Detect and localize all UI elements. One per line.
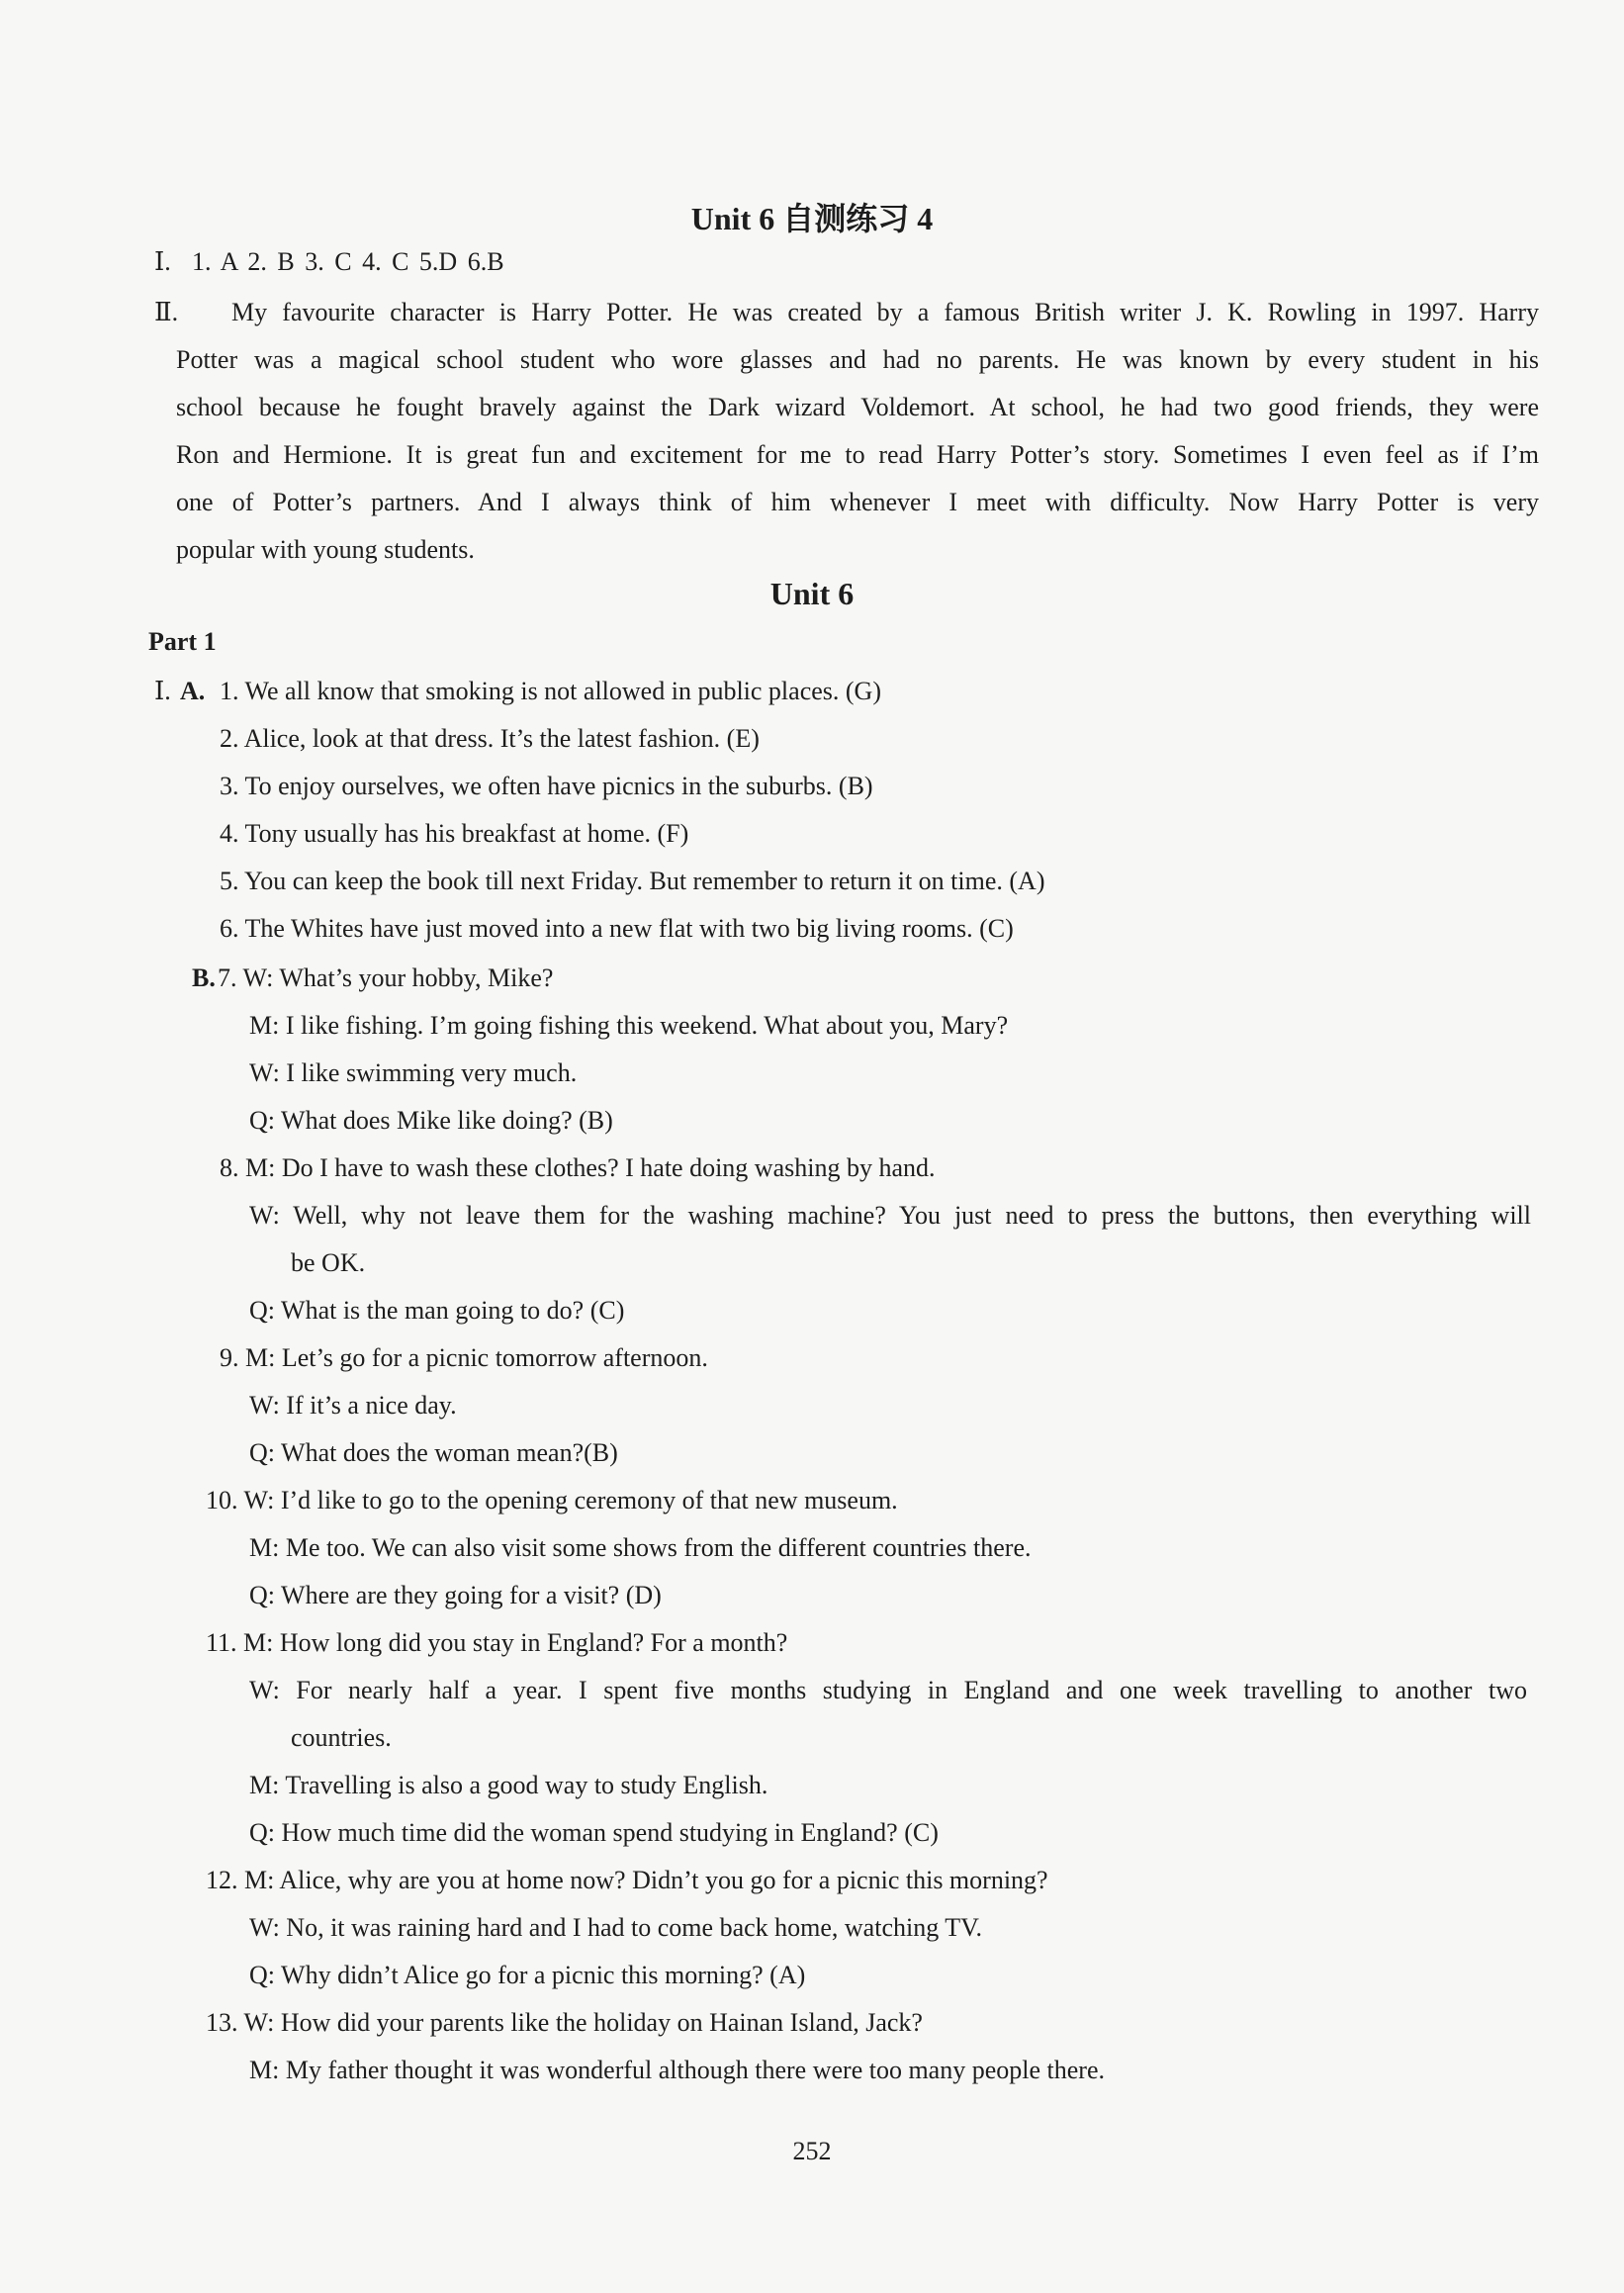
dialogue-line: Q: Where are they going for a visit? (D) bbox=[249, 1581, 662, 1609]
subsection-a-label: A. bbox=[180, 677, 206, 705]
a-item: 2. Alice, look at that dress. It’s the latest fashion. (E) bbox=[220, 724, 760, 753]
page-number: 252 bbox=[792, 2137, 832, 2165]
dialogue-line: Q: What does Mike like doing? (B) bbox=[249, 1106, 613, 1135]
unit-title: Unit 6 bbox=[769, 576, 855, 611]
dialogue-line: M: My father thought it was wonderful although there were too many people there. bbox=[249, 2056, 1105, 2084]
dialogue-line: W: Well, why not leave them for the washing machine? You just need to press the buttons, then everything will bbox=[249, 1201, 1531, 1230]
essay-line: Potter was a magical school student who wore glasses and had no parents. He was known by every student in his bbox=[176, 345, 1539, 374]
essay-line: Ron and Hermione. It is great fun and excitement for me to read Harry Potter’s story. Sometimes I even feel as if I’m bbox=[176, 440, 1539, 469]
dialogue-line: be OK. bbox=[291, 1248, 366, 1277]
dialogue-line: 8. M: Do I have to wash these clothes? I hate doing washing by hand. bbox=[220, 1153, 936, 1182]
essay-line: popular with young students. bbox=[176, 535, 475, 564]
essay-line: school because he fought bravely against the Dark wizard Voldemort. At school, he had two good friends, they were bbox=[176, 393, 1539, 421]
dialogue-line: 11. M: How long did you stay in England? For a month? bbox=[206, 1628, 788, 1657]
a-item: 6. The Whites have just moved into a new flat with two big living rooms. (C) bbox=[220, 914, 1014, 943]
dialogue-line: W: I like swimming very much. bbox=[249, 1058, 578, 1087]
dialogue-line: 13. W: How did your parents like the holiday on Hainan Island, Jack? bbox=[206, 2008, 923, 2037]
a-item: 3. To enjoy ourselves, we often have picnics in the suburbs. (B) bbox=[220, 772, 873, 800]
dialogue-line: Q: What is the man going to do? (C) bbox=[249, 1296, 625, 1325]
dialogue-line: W: If it’s a nice day. bbox=[249, 1391, 457, 1420]
dialogue-line: 12. M: Alice, why are you at home now? Didn’t you go for a picnic this morning? bbox=[206, 1866, 1048, 1894]
dialogue-line: Q: What does the woman mean?(B) bbox=[249, 1438, 618, 1467]
self-test-title: Unit 6 自测练习 4 bbox=[690, 201, 934, 236]
a-item: 1. We all know that smoking is not allowed in public places. (G) bbox=[220, 677, 881, 705]
dialogue-line: Q: Why didn’t Alice go for a picnic this morning? (A) bbox=[249, 1961, 806, 1989]
section1-answers: 1. A 2. B 3. C 4. C 5.D 6.B bbox=[192, 247, 504, 276]
dialogue-line: 9. M: Let’s go for a picnic tomorrow afternoon. bbox=[220, 1343, 708, 1372]
dialogue-line: M: I like fishing. I’m going fishing this weekend. What about you, Mary? bbox=[249, 1011, 1009, 1040]
dialogue-line: W: No, it was raining hard and I had to come back home, watching TV. bbox=[249, 1913, 983, 1942]
dialogue-line: 10. W: I’d like to go to the opening ceremony of that new museum. bbox=[206, 1486, 898, 1514]
dialogue-line: W: For nearly half a year. I spent five months studying in England and one week travelling to another two bbox=[249, 1676, 1527, 1704]
section1-marker: Ⅰ. bbox=[154, 247, 171, 276]
essay-line: My favourite character is Harry Potter. He was created by a famous British writer J. K. Rowling in 1997. Harry bbox=[231, 298, 1539, 326]
subsection-b-label: B. bbox=[192, 963, 216, 992]
dialogue-line: M: Travelling is also a good way to study English. bbox=[249, 1771, 768, 1799]
a-item: 5. You can keep the book till next Friday. But remember to return it on time. (A) bbox=[220, 867, 1045, 895]
section2-marker: Ⅱ. bbox=[154, 298, 179, 326]
dialogue-line: M: Me too. We can also visit some shows from the different countries there. bbox=[249, 1533, 1032, 1562]
a-item: 4. Tony usually has his breakfast at home. (F) bbox=[220, 819, 689, 848]
dialogue-line: Q: How much time did the woman spend studying in England? (C) bbox=[249, 1818, 939, 1847]
dialogue-line: countries. bbox=[291, 1723, 392, 1752]
section-marker: Ⅰ. bbox=[154, 677, 171, 705]
essay-line: one of Potter’s partners. And I always think of him whenever I meet with difficulty. Now Harry Potter is very bbox=[176, 488, 1539, 516]
dialogue-line: 7. W: What’s your hobby, Mike? bbox=[218, 963, 554, 992]
part-label: Part 1 bbox=[148, 627, 217, 656]
